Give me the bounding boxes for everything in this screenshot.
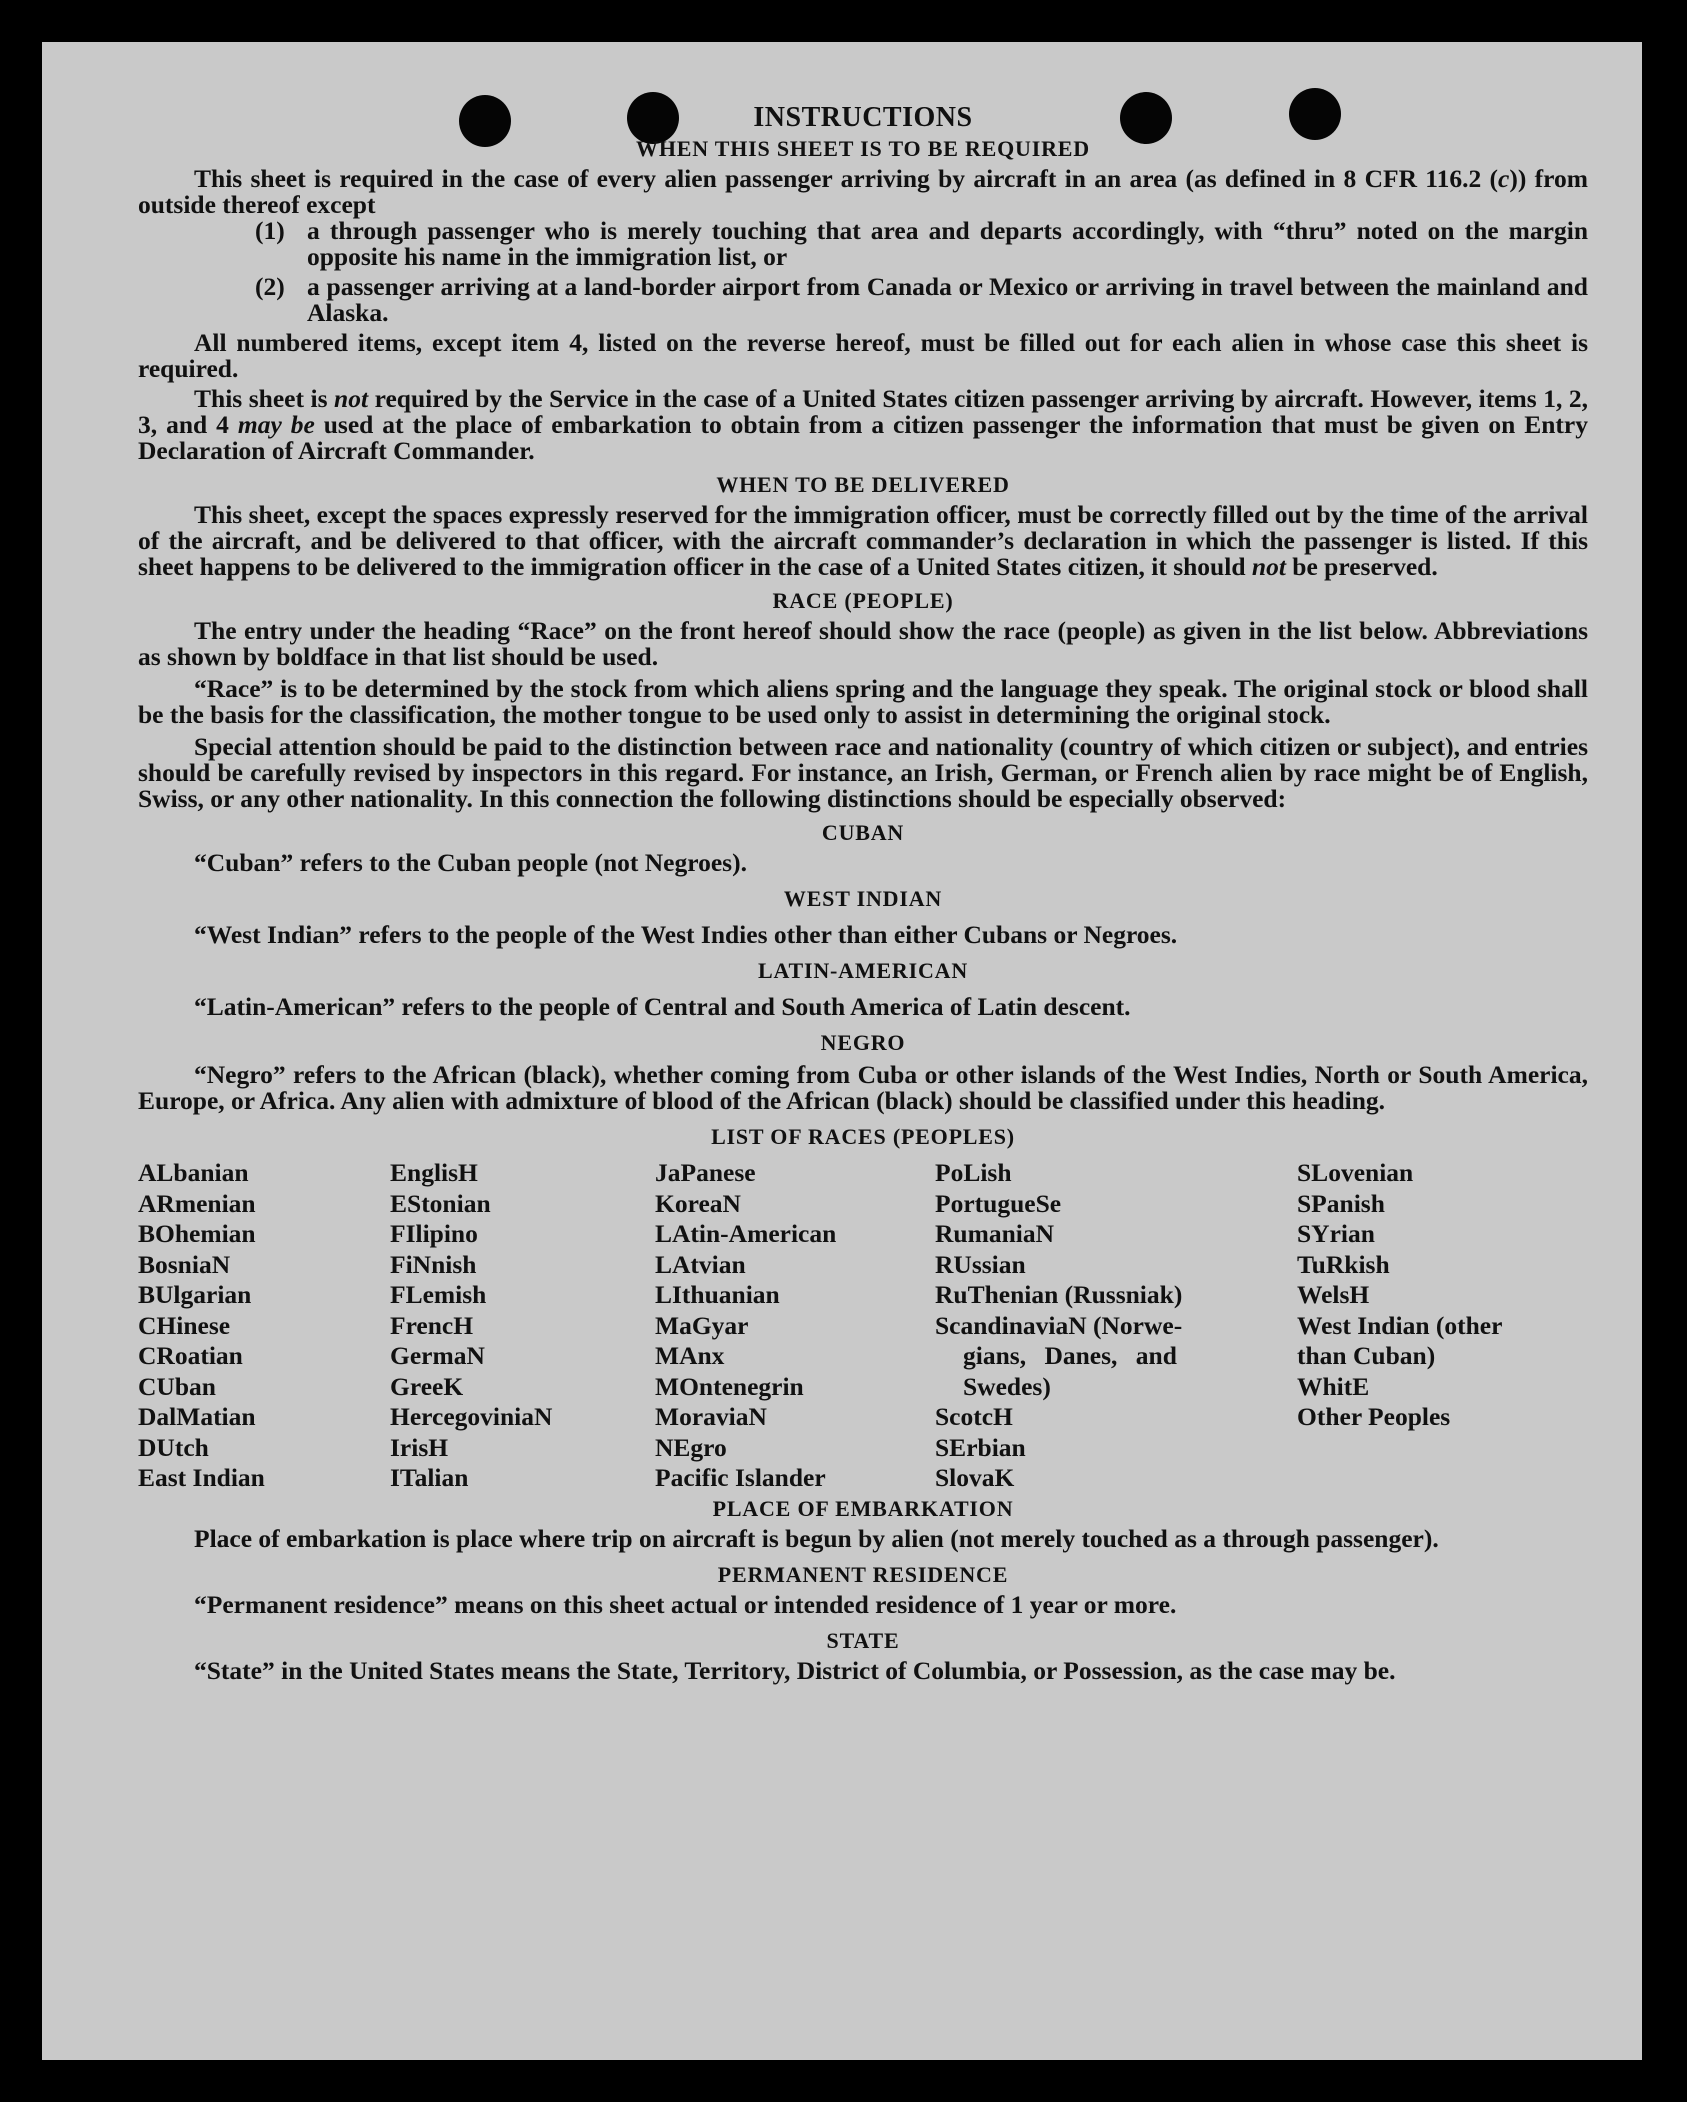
- race-item: FLemish: [390, 1280, 487, 1309]
- race-item: FrencH: [390, 1310, 474, 1340]
- race-item: Other Peoples: [1297, 1402, 1451, 1431]
- race-item: ScotcH: [935, 1402, 1013, 1431]
- page-title: INSTRUCTIONS: [753, 102, 973, 133]
- race-item: WhitE: [1297, 1371, 1370, 1401]
- race-item: Pacific Islander: [655, 1463, 826, 1492]
- race-item: LAtin-American: [655, 1219, 837, 1248]
- race-item: CRoatian: [138, 1341, 243, 1370]
- heading-latin-american: LATIN-AMERICAN: [757, 958, 969, 983]
- required-p3: This sheet is not required by the Service in the case of a United States citizen passenger arriving by aircraft. However, items 1, 2, 3, and 4 may be used at the place of embarkation to obtain from a citizen passenger the information that must be given on Entry Declaration of Aircraft Commander.: [138, 384, 1588, 465]
- race-item: CHinese: [138, 1310, 231, 1340]
- west-indian-text: “West Indian” refers to the people of the West Indies other than either Cubans or Negroes.: [194, 920, 1178, 949]
- embarkation-text: Place of embarkation is place where trip on aircraft is begun by alien (not merely touched as a through passenger).: [194, 1523, 1439, 1553]
- required-intro: This sheet is required in the case of every alien passenger arriving by aircraft in an area (as defined in 8 CFR 116.2 (c)) from outside thereof except: [138, 164, 1588, 219]
- race-item: ITalian: [390, 1463, 469, 1492]
- race-item: ARmenian: [138, 1188, 256, 1218]
- race-item-scandinavian-cont: Swedes): [963, 1371, 1051, 1401]
- heading-delivered: WHEN TO BE DELIVERED: [716, 472, 1010, 497]
- races-column-1: [138, 1158, 390, 1494]
- race-p1: The entry under the heading “Race” on the front hereof should show the race (people) as given in the list below. Abbreviations as shown by boldface in that list should be used.: [138, 616, 1588, 671]
- race-item: MaGyar: [655, 1310, 749, 1340]
- race-item: MoraviaN: [655, 1402, 767, 1431]
- heading-required: WHEN THIS SHEET IS TO BE REQUIRED: [636, 136, 1090, 161]
- race-item-scandinavian-cont: gians, Danes, and: [963, 1341, 1177, 1370]
- heading-race: RACE (PEOPLE): [772, 588, 954, 613]
- race-item: KoreaN: [655, 1188, 741, 1218]
- race-item: SLovenian: [1297, 1158, 1414, 1187]
- state-text: “State” in the United States means the State, Territory, District of Columbia, or Possession, as the case may be.: [194, 1655, 1396, 1685]
- race-item: DalMatian: [138, 1402, 256, 1431]
- race-item: PoLish: [935, 1158, 1012, 1187]
- race-item: LIthuanian: [655, 1280, 780, 1309]
- race-item: EStonian: [390, 1188, 491, 1218]
- race-item: GreeK: [390, 1371, 464, 1401]
- race-item: ALbanian: [138, 1158, 249, 1187]
- race-item-west-indian-cont: than Cuban): [1297, 1341, 1436, 1370]
- heading-state: STATE: [826, 1627, 900, 1653]
- race-item: FiNnish: [390, 1249, 477, 1279]
- permanent-residence-text: “Permanent residence” means on this sheet actual or intended residence of 1 year or more.: [194, 1589, 1177, 1619]
- heading-list-of-races: LIST OF RACES (PEOPLES): [711, 1124, 1015, 1149]
- required-p2: All numbered items, except item 4, listed on the reverse hereof, must be filled out for each alien in whose case this sheet is required.: [138, 328, 1588, 383]
- race-item: RUssian: [935, 1249, 1026, 1279]
- race-p2: “Race” is to be determined by the stock from which aliens spring and the language they speak. The original stock or blood shall be the basis for the classification, the mother tongue to be used only to assist in determining the original stock.: [138, 674, 1588, 729]
- race-item: SPanish: [1297, 1188, 1385, 1218]
- race-item-scandinavian: ScandinaviaN (Norwe-: [935, 1310, 1183, 1340]
- race-item-west-indian: West Indian (other: [1297, 1310, 1503, 1340]
- race-item: GermaN: [390, 1341, 485, 1370]
- race-item: MOntenegrin: [655, 1371, 804, 1401]
- delivered-text: This sheet, except the spaces expressly reserved for the immigration officer, must be correctly filled out by the time of the arrival of the aircraft, and be delivered to that officer, with the aircraft commander’s declaration in which the passenger is listed. If this sheet happens to be delivered to the immigration officer in the case of a United States citizen, it should not be preserved.: [138, 500, 1588, 581]
- race-item: BosniaN: [138, 1249, 231, 1279]
- heading-permanent-residence: PERMANENT RESIDENCE: [717, 1561, 1009, 1587]
- race-item: DUtch: [138, 1432, 209, 1462]
- races-list: [138, 1158, 1588, 1494]
- race-item: RumaniaN: [935, 1219, 1055, 1248]
- race-item: FIlipino: [390, 1219, 478, 1248]
- heading-cuban: CUBAN: [821, 820, 905, 845]
- races-column-2: [390, 1158, 655, 1494]
- race-item: PortugueSe: [935, 1188, 1062, 1218]
- race-item: WelsH: [1297, 1280, 1370, 1309]
- race-item: RuThenian (Russniak): [935, 1280, 1183, 1309]
- race-item: CUban: [138, 1371, 216, 1401]
- race-item: BOhemian: [138, 1219, 256, 1248]
- race-item: LAtvian: [655, 1249, 746, 1279]
- race-item: East Indian: [138, 1463, 265, 1492]
- races-column-5: [1297, 1158, 1588, 1494]
- race-item: IrisH: [390, 1432, 449, 1462]
- race-p3: Special attention should be paid to the distinction between race and nationality (country of which citizen or subject), and entries should be carefully revised by inspectors in this regard. For instance, an Irish, German, or French alien by race might be of English, Swiss, or any other nationality. In this connection the following distinctions should be especially observed:: [138, 732, 1588, 813]
- race-item: SErbian: [935, 1432, 1026, 1462]
- exception-item-2: (2) a passenger arriving at a land-border airport from Canada or Mexico or arriving in travel between the mainland and Alaska.: [255, 272, 1588, 327]
- race-item: NEgro: [655, 1432, 727, 1462]
- cuban-text: “Cuban” refers to the Cuban people (not Negroes).: [194, 848, 747, 877]
- instructions-content: [138, 102, 1588, 1684]
- heading-west-indian: WEST INDIAN: [783, 886, 943, 911]
- race-item: HercegoviniaN: [390, 1402, 553, 1431]
- race-item: MAnx: [655, 1341, 725, 1370]
- race-item: TuRkish: [1297, 1249, 1390, 1279]
- latin-american-text: “Latin-American” refers to the people of Central and South America of Latin descent.: [194, 992, 1131, 1021]
- race-item: SYrian: [1297, 1219, 1375, 1248]
- race-item: SlovaK: [935, 1463, 1015, 1492]
- heading-embarkation: PLACE OF EMBARKATION: [712, 1495, 1014, 1521]
- race-item: EnglisH: [390, 1158, 478, 1187]
- races-column-4: [935, 1158, 1297, 1494]
- exception-item-1: (1) a through passenger who is merely touching that area and departs accordingly, with “thru” noted on the margin opposite his name in the immigration list, or: [255, 216, 1588, 271]
- document-sheet: [42, 42, 1642, 2060]
- negro-text: “Negro” refers to the African (black), whether coming from Cuba or other islands of the West Indies, North or South America, Europe, or Africa. Any alien with admixture of blood of the African (black) should be classified under this heading.: [138, 1060, 1588, 1115]
- race-item: BUlgarian: [138, 1280, 252, 1309]
- heading-negro: NEGRO: [820, 1030, 906, 1055]
- race-item: JaPanese: [655, 1158, 756, 1187]
- races-column-3: [655, 1158, 935, 1494]
